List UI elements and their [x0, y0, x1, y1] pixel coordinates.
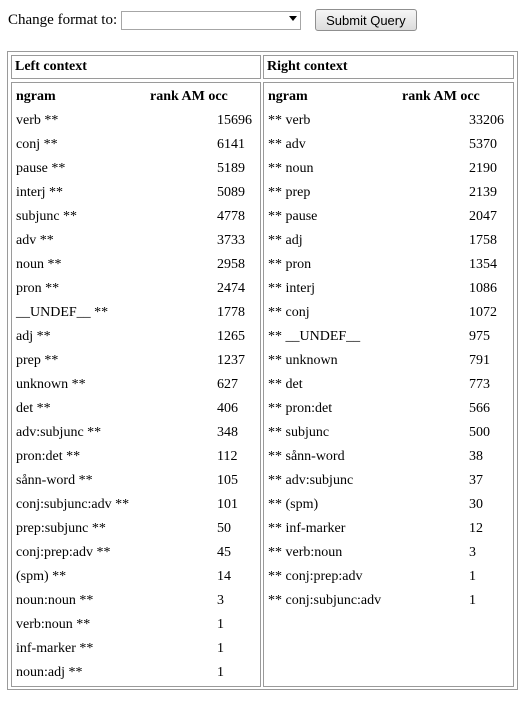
- table-row: [264, 401, 513, 425]
- submit-query-button[interactable]: Submit Query: [315, 9, 416, 31]
- table-row: [264, 257, 513, 281]
- table-row: [12, 617, 260, 641]
- ngram-cell: conj:prep:adv **: [16, 545, 111, 560]
- ngram-cell: pause **: [16, 161, 66, 176]
- table-row: [12, 209, 260, 233]
- ngram-cell: ** interj: [268, 281, 316, 296]
- format-label: Change format to:: [8, 11, 118, 28]
- table-row: [264, 161, 513, 185]
- table-row: [264, 233, 513, 257]
- ngram-cell: subjunc **: [16, 209, 78, 224]
- occ-cell: 101: [217, 497, 238, 512]
- occ-cell: 112: [217, 449, 238, 464]
- table-row: [12, 137, 260, 161]
- occ-cell: 1778: [217, 305, 245, 320]
- ngram-cell: ** prep: [268, 185, 311, 200]
- occ-cell: 1072: [469, 305, 497, 320]
- occ-cell: 2958: [217, 257, 245, 272]
- table-row: [12, 161, 260, 185]
- table-row: [12, 233, 260, 257]
- occ-cell: 37: [469, 473, 483, 488]
- occ-cell: 3: [217, 593, 224, 608]
- ngram-cell: ** subjunc: [268, 425, 330, 440]
- occ-cell: 1: [217, 665, 224, 680]
- table-row: [12, 449, 260, 473]
- occ-cell: 2139: [469, 185, 497, 200]
- occ-cell: 33206: [469, 113, 504, 128]
- ngram-cell: pron **: [16, 281, 60, 296]
- table-row: [12, 593, 260, 617]
- occ-cell: 12: [469, 521, 483, 536]
- ngram-cell: ** (spm): [268, 497, 319, 512]
- table-row: [264, 449, 513, 473]
- ngram-cell: ** noun: [268, 161, 314, 176]
- occ-cell: 1: [469, 593, 476, 608]
- occ-cell: 5089: [217, 185, 245, 200]
- table-row: [12, 425, 260, 449]
- occ-cell: 3733: [217, 233, 245, 248]
- ngram-cell: ** __UNDEF__: [268, 329, 361, 344]
- occ-cell: 3: [469, 545, 476, 560]
- ngram-cell: det **: [16, 401, 51, 416]
- occ-cell: 5189: [217, 161, 245, 176]
- occ-cell: 4778: [217, 209, 245, 224]
- occ-cell: 1265: [217, 329, 245, 344]
- occ-cell: 14: [217, 569, 231, 584]
- ngram-cell: ** conj: [268, 305, 310, 320]
- occ-cell: 15696: [217, 113, 252, 128]
- ngram-cell: __UNDEF__ **: [16, 305, 109, 320]
- table-row: [12, 113, 260, 137]
- ngram-cell: unknown **: [16, 377, 86, 392]
- ngram-cell: prep:subjunc **: [16, 521, 106, 536]
- occ-cell: 975: [469, 329, 490, 344]
- ngram-cell: pron:det **: [16, 449, 81, 464]
- results-table: [7, 51, 518, 690]
- occ-cell: 791: [469, 353, 490, 368]
- left-occ-column-header: rank AM occ: [150, 89, 228, 104]
- table-row: [264, 185, 513, 209]
- table-row: [264, 521, 513, 545]
- table-row: [264, 545, 513, 569]
- table-row: [12, 257, 260, 281]
- occ-cell: 1: [217, 617, 224, 632]
- occ-cell: 1086: [469, 281, 497, 296]
- ngram-cell: ** inf-marker: [268, 521, 346, 536]
- occ-cell: 2047: [469, 209, 497, 224]
- ngram-cell: ** adj: [268, 233, 303, 248]
- occ-cell: 773: [469, 377, 490, 392]
- chevron-down-icon: [289, 16, 297, 21]
- table-row: [264, 137, 513, 161]
- ngram-cell: ** verb:noun: [268, 545, 343, 560]
- occ-cell: 627: [217, 377, 238, 392]
- table-row: [264, 281, 513, 305]
- table-row: [12, 569, 260, 593]
- table-row: [264, 353, 513, 377]
- ngram-cell: ** adv:subjunc: [268, 473, 354, 488]
- ngram-cell: ** pron:det: [268, 401, 333, 416]
- occ-cell: 30: [469, 497, 483, 512]
- occ-cell: 38: [469, 449, 483, 464]
- ngram-cell: ** pron: [268, 257, 312, 272]
- occ-cell: 348: [217, 425, 238, 440]
- table-row: [12, 353, 260, 377]
- table-row: [264, 305, 513, 329]
- ngram-cell: ** conj:prep:adv: [268, 569, 363, 584]
- ngram-cell: noun:adj **: [16, 665, 83, 680]
- table-row: [12, 665, 260, 689]
- right-context-panel: [263, 82, 514, 687]
- occ-cell: 50: [217, 521, 231, 536]
- table-row: [264, 593, 513, 617]
- format-form: [8, 9, 417, 31]
- table-row: [12, 185, 260, 209]
- table-row: [12, 401, 260, 425]
- ngram-cell: sånn-word **: [16, 473, 93, 488]
- ngram-cell: noun **: [16, 257, 62, 272]
- right-context-header: Right context: [263, 55, 514, 79]
- occ-cell: 6141: [217, 137, 245, 152]
- left-context-header: Left context: [11, 55, 261, 79]
- table-row: [264, 569, 513, 593]
- format-select[interactable]: [121, 11, 301, 30]
- table-row: [264, 497, 513, 521]
- occ-cell: 500: [469, 425, 490, 440]
- ngram-cell: ** verb: [268, 113, 311, 128]
- ngram-cell: ** sånn-word: [268, 449, 345, 464]
- table-row: [12, 521, 260, 545]
- table-row: [264, 113, 513, 137]
- ngram-cell: interj **: [16, 185, 64, 200]
- table-row: [12, 641, 260, 665]
- left-ngram-column-header: ngram: [16, 89, 56, 104]
- occ-cell: 1758: [469, 233, 497, 248]
- table-row: [12, 281, 260, 305]
- table-row: [12, 305, 260, 329]
- ngram-cell: ** det: [268, 377, 303, 392]
- ngram-cell: adj **: [16, 329, 51, 344]
- ngram-cell: adv:subjunc **: [16, 425, 102, 440]
- table-row: [12, 545, 260, 569]
- ngram-cell: conj:subjunc:adv **: [16, 497, 130, 512]
- occ-cell: 5370: [469, 137, 497, 152]
- right-occ-column-header: rank AM occ: [402, 89, 480, 104]
- table-row: [264, 377, 513, 401]
- occ-cell: 1: [217, 641, 224, 656]
- ngram-cell: verb:noun **: [16, 617, 91, 632]
- table-row: [12, 497, 260, 521]
- table-row: [12, 473, 260, 497]
- table-row: [264, 473, 513, 497]
- ngram-cell: ** adv: [268, 137, 306, 152]
- table-row: [12, 377, 260, 401]
- table-row: [264, 209, 513, 233]
- ngram-cell: adv **: [16, 233, 54, 248]
- occ-cell: 105: [217, 473, 238, 488]
- ngram-cell: ** conj:subjunc:adv: [268, 593, 382, 608]
- occ-cell: 1: [469, 569, 476, 584]
- occ-cell: 2190: [469, 161, 497, 176]
- ngram-cell: verb **: [16, 113, 59, 128]
- occ-cell: 2474: [217, 281, 245, 296]
- occ-cell: 1354: [469, 257, 497, 272]
- ngram-cell: ** unknown: [268, 353, 338, 368]
- ngram-cell: (spm) **: [16, 569, 67, 584]
- occ-cell: 1237: [217, 353, 245, 368]
- table-row: [264, 329, 513, 353]
- ngram-cell: conj **: [16, 137, 58, 152]
- table-row: [264, 425, 513, 449]
- occ-cell: 566: [469, 401, 490, 416]
- ngram-cell: noun:noun **: [16, 593, 94, 608]
- ngram-cell: inf-marker **: [16, 641, 94, 656]
- table-row: [12, 329, 260, 353]
- ngram-cell: ** pause: [268, 209, 318, 224]
- occ-cell: 406: [217, 401, 238, 416]
- right-ngram-column-header: ngram: [268, 89, 308, 104]
- ngram-cell: prep **: [16, 353, 59, 368]
- occ-cell: 45: [217, 545, 231, 560]
- left-context-panel: [11, 82, 261, 687]
